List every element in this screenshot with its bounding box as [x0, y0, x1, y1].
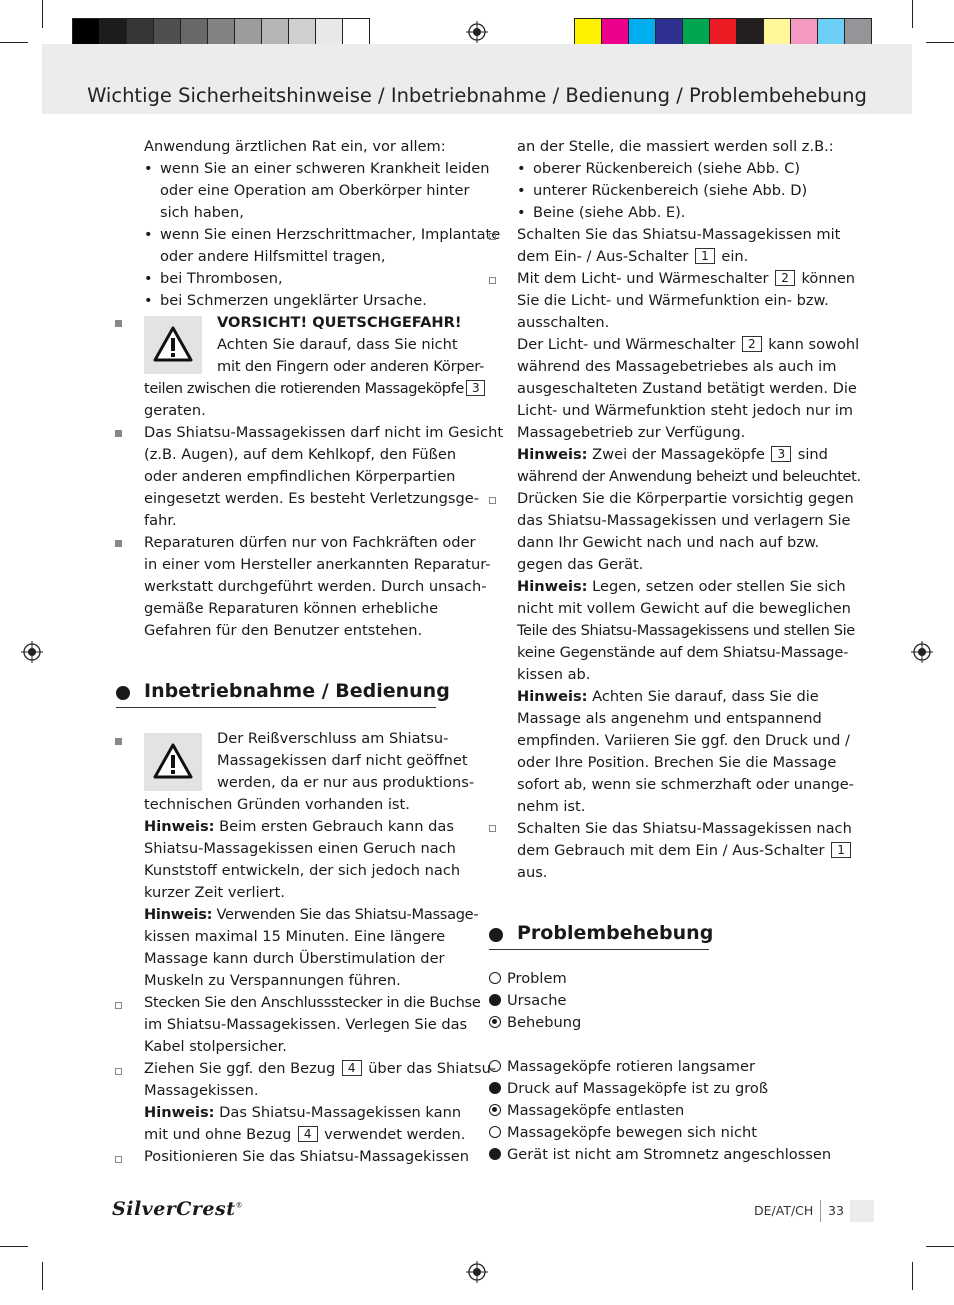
bullet-item: • unterer Rückenbereich (siehe Abb. D): [517, 180, 839, 202]
text-line: sofort ab, wenn sie schmerzhaft oder unange-: [517, 776, 854, 793]
color-swatch: [99, 18, 127, 46]
crop-mark: [0, 42, 28, 43]
right-column: [517, 136, 861, 884]
note-line: Hinweis: Beim ersten Gebrauch kann das: [144, 818, 454, 835]
step-box-icon: [115, 1068, 122, 1075]
left-column-lower: [144, 728, 497, 1168]
text-line: das Shiatsu-Massagekissen und verlagern Sie: [517, 512, 851, 529]
color-swatch: [126, 18, 154, 46]
bullet-square-icon: [115, 738, 122, 745]
registration-mark-icon: [911, 641, 933, 663]
text-line: an der Stelle, die massiert werden soll z.B.:: [517, 138, 834, 155]
problem-item: Massageköpfe bewegen sich nicht: [489, 1122, 869, 1144]
warning-icon: [144, 316, 202, 374]
text-line: nehm ist.: [517, 798, 586, 815]
registration-mark-icon: [466, 1261, 488, 1283]
page-number: 33: [828, 1203, 844, 1218]
color-swatch: [790, 18, 818, 46]
part-number: 1: [831, 842, 851, 858]
step-box-icon: [115, 1156, 122, 1163]
section-bullet-icon: [116, 686, 130, 700]
color-swatch: [261, 18, 289, 46]
text-line: ausschalten.: [517, 314, 610, 331]
bullet-square-icon: [115, 430, 122, 437]
text-line: im Shiatsu-Massagekissen. Verlegen Sie das: [144, 1016, 468, 1033]
part-number: 3: [466, 380, 485, 396]
text-line: dem Ein- / Aus-Schalter 1 ein.: [517, 248, 749, 265]
text-line: kissen maximal 15 Minuten. Eine längere: [144, 928, 446, 945]
note-line: Hinweis: Legen, setzen oder stellen Sie sich: [517, 578, 846, 595]
bullet-item: • oberer Rückenbereich (siehe Abb. C): [517, 158, 839, 180]
text-line: technischen Gründen vorhanden ist.: [144, 796, 410, 813]
text-line: Mit dem Licht- und Wärmeschalter 2 können: [517, 270, 856, 287]
color-swatch: [72, 18, 100, 46]
color-swatch: [601, 18, 629, 46]
target-circle-icon: [489, 1016, 501, 1028]
text-line: oder anderen empfindlichen Körperpartien: [144, 468, 456, 485]
text-line: Sie die Licht- und Wärmefunktion ein- bzw.: [517, 292, 829, 309]
bullet-item: • Beine (siehe Abb. E).: [517, 202, 839, 224]
footer-divider: [820, 1200, 821, 1222]
text-line: Schalten Sie das Shiatsu-Massagekissen mit: [517, 226, 841, 243]
bullet-item: • bei Thrombosen,: [144, 268, 466, 290]
part-number: 3: [771, 446, 791, 462]
cause-item: Druck auf Massageköpfe ist zu groß: [489, 1078, 869, 1100]
text-line: eingesetzt werden. Es besteht Verletzungsge-: [144, 490, 480, 507]
color-swatch: [763, 18, 791, 46]
text-line: Muskeln zu Verspannungen führen.: [144, 972, 401, 989]
text-line: ausgeschalteten Zustand betätigt werden. Die: [517, 380, 857, 397]
open-circle-icon: [489, 1060, 501, 1072]
bullet-item: • bei Schmerzen ungeklärter Ursache.: [144, 290, 466, 312]
color-swatch: [844, 18, 872, 46]
open-circle-icon: [489, 972, 501, 984]
note-line: Hinweis: Das Shiatsu-Massagekissen kann: [144, 1104, 462, 1121]
part-number: 2: [775, 270, 795, 286]
section-underline: [116, 707, 436, 708]
text-line: dann Ihr Gewicht nach und nach auf bzw.: [517, 534, 820, 551]
target-circle-icon: [489, 1104, 501, 1116]
text-line: Kabel stolpersicher.: [144, 1038, 287, 1055]
text-line: Der Reißverschluss am Shiatsu-: [217, 730, 449, 747]
text-line: während der Anwendung beheizt und beleuchtet.: [517, 468, 861, 485]
color-swatch: [817, 18, 845, 46]
text-line: gemäße Reparaturen können erhebliche: [144, 600, 439, 617]
text-line: Massagebetrieb zur Verfügung.: [517, 424, 746, 441]
text-line: während des Massagebetriebes als auch im: [517, 358, 837, 375]
color-swatch: [315, 18, 343, 46]
remedy-item: Massageköpfe entlasten: [489, 1100, 869, 1122]
text-line: Reparaturen dürfen nur von Fachkräften oder: [144, 534, 476, 551]
text-line: Schalten Sie das Shiatsu-Massagekissen nach: [517, 820, 852, 837]
color-swatch: [628, 18, 656, 46]
note-line: Hinweis: Verwenden Sie das Shiatsu-Massage-: [144, 906, 479, 923]
step-box-icon: [489, 825, 496, 832]
text-line: Massage kann durch Überstimulation der: [144, 950, 445, 967]
color-swatch: [153, 18, 181, 46]
text-line: kissen ab.: [517, 666, 591, 683]
color-swatch: [288, 18, 316, 46]
crop-mark: [926, 1246, 954, 1247]
step-box-icon: [489, 497, 496, 504]
legend-problem: Problem: [489, 968, 869, 990]
registration-mark-icon: [21, 641, 43, 663]
open-circle-icon: [489, 1126, 501, 1138]
text-line: teilen zwischen die rotierenden Massageköpfe 3: [144, 378, 466, 400]
section-heading: Problembehebung: [517, 922, 714, 944]
brand-logo: SilverCrest®: [112, 1198, 243, 1220]
part-number: 4: [298, 1126, 318, 1142]
text-line: geraten.: [144, 402, 206, 419]
color-swatch: [655, 18, 683, 46]
text-line: Stecken Sie den Anschlussstecker in die Buchse: [144, 994, 481, 1011]
cause-item: Gerät ist nicht am Stromnetz angeschlossen: [489, 1144, 869, 1166]
text-line: Massage als angenehm und entspannend: [517, 710, 822, 727]
text-line: dem Gebrauch mit dem Ein / Aus-Schalter 1: [517, 840, 839, 862]
note-line: Hinweis: Achten Sie darauf, dass Sie die: [517, 688, 819, 705]
text-line: Massagekissen darf nicht geöffnet: [217, 752, 468, 769]
text-line: Das Shiatsu-Massagekissen darf nicht im Gesicht: [144, 424, 504, 441]
text-line: kurzer Zeit verliert.: [144, 884, 285, 901]
text-line: Positionieren Sie das Shiatsu-Massagekissen: [144, 1148, 470, 1165]
text-line: oder eine Operation am Oberkörper hinter: [160, 182, 470, 199]
text-line: mit den Fingern oder anderen Körper-: [217, 358, 485, 375]
text-line: oder Ihre Position. Brechen Sie die Massage: [517, 754, 837, 771]
spacer: [489, 1034, 869, 1056]
text-line: Achten Sie darauf, dass Sie nicht: [217, 336, 458, 353]
text-line: Shiatsu-Massagekissen einen Geruch nach: [144, 840, 456, 857]
filled-circle-icon: [489, 1148, 501, 1160]
step-box-icon: [115, 1002, 122, 1009]
text-line: aus.: [517, 864, 548, 881]
troubleshooting-list: [489, 968, 869, 1166]
crop-mark: [926, 42, 954, 43]
color-swatch: [342, 18, 370, 46]
bullet-item: • wenn Sie einen Herzschrittmacher, Implantate: [144, 224, 466, 246]
section-heading: Inbetriebnahme / Bedienung: [144, 680, 450, 702]
legend-cause: Ursache: [489, 990, 869, 1012]
filled-circle-icon: [489, 994, 501, 1006]
crop-mark: [0, 1246, 28, 1247]
section-underline: [489, 949, 709, 950]
problem-item: Massageköpfe rotieren langsamer: [489, 1056, 869, 1078]
color-swatch: [682, 18, 710, 46]
crop-mark: [912, 1262, 913, 1290]
text-line: Anwendung ärztlichen Rat ein, vor allem:: [144, 138, 446, 155]
text-line: werden, da er nur aus produktions-: [217, 774, 475, 791]
step-box-icon: [489, 233, 496, 240]
text-line: empfinden. Variieren Sie ggf. den Druck und /: [517, 732, 850, 749]
page-title: Wichtige Sicherheitshinweise / Inbetriebnahme / Bedienung / Problembehebung: [87, 84, 867, 107]
color-swatch: [180, 18, 208, 46]
text-line: nicht mit vollem Gewicht auf die beweglichen: [517, 600, 851, 617]
text-line: Teile des Shiatsu-Massagekissens und stellen Sie: [517, 622, 855, 639]
color-swatch: [574, 18, 602, 46]
text-line: Ziehen Sie ggf. den Bezug 4 über das Shiatsu-: [144, 1060, 497, 1077]
text-line: Drücken Sie die Körperpartie vorsichtig gegen: [517, 490, 854, 507]
text-line: Der Licht- und Wärmeschalter 2 kann sowohl: [517, 336, 860, 353]
registration-mark-icon: [466, 21, 488, 43]
text-line: gegen das Gerät.: [517, 556, 644, 573]
grayscale-bar: [72, 18, 369, 46]
footer-language: DE/AT/CH: [754, 1203, 814, 1218]
text-line: Licht- und Wärmefunktion steht jedoch nur im: [517, 402, 854, 419]
left-column: [144, 136, 504, 642]
color-swatch: [207, 18, 235, 46]
filled-circle-icon: [489, 1082, 501, 1094]
section-bullet-icon: [489, 928, 503, 942]
part-number: 2: [742, 336, 762, 352]
text-line: sich haben,: [160, 204, 244, 221]
bullet-item: • wenn Sie an einer schweren Krankheit leiden: [144, 158, 466, 180]
text-line: oder andere Hilfsmittel tragen,: [160, 248, 386, 265]
warning-heading: VORSICHT! QUETSCHGEFAHR!: [217, 314, 462, 331]
legend-remedy: Behebung: [489, 1012, 869, 1034]
color-swatch: [709, 18, 737, 46]
text-line: fahr.: [144, 512, 177, 529]
text-line: keine Gegenstände auf dem Shiatsu-Massage-: [517, 644, 849, 661]
bullet-square-icon: [115, 320, 122, 327]
bullet-square-icon: [115, 540, 122, 547]
text-line: werkstatt durchgeführt werden. Durch unsach-: [144, 578, 487, 595]
crop-mark: [912, 0, 913, 28]
text-line: Massagekissen.: [144, 1082, 259, 1099]
color-swatch: [736, 18, 764, 46]
color-swatch: [234, 18, 262, 46]
text-line: (z.B. Augen), auf dem Kehlkopf, den Füßen: [144, 446, 457, 463]
crop-mark: [42, 0, 43, 28]
part-number: 4: [342, 1060, 362, 1076]
crop-mark: [42, 1262, 43, 1290]
process-color-bar: [574, 18, 871, 46]
text-line: Gefahren für den Benutzer entstehen.: [144, 622, 423, 639]
text-line: Kunststoff entwickeln, der sich jedoch nach: [144, 862, 461, 879]
footer-tab: [850, 1200, 874, 1222]
text-line: in einer vom Hersteller anerkannten Reparatur-: [144, 556, 491, 573]
part-number: 1: [695, 248, 715, 264]
text-line: mit und ohne Bezug 4 verwendet werden.: [144, 1126, 466, 1143]
note-line: Hinweis: Zwei der Massageköpfe 3 sind: [517, 446, 828, 463]
step-box-icon: [489, 277, 496, 284]
